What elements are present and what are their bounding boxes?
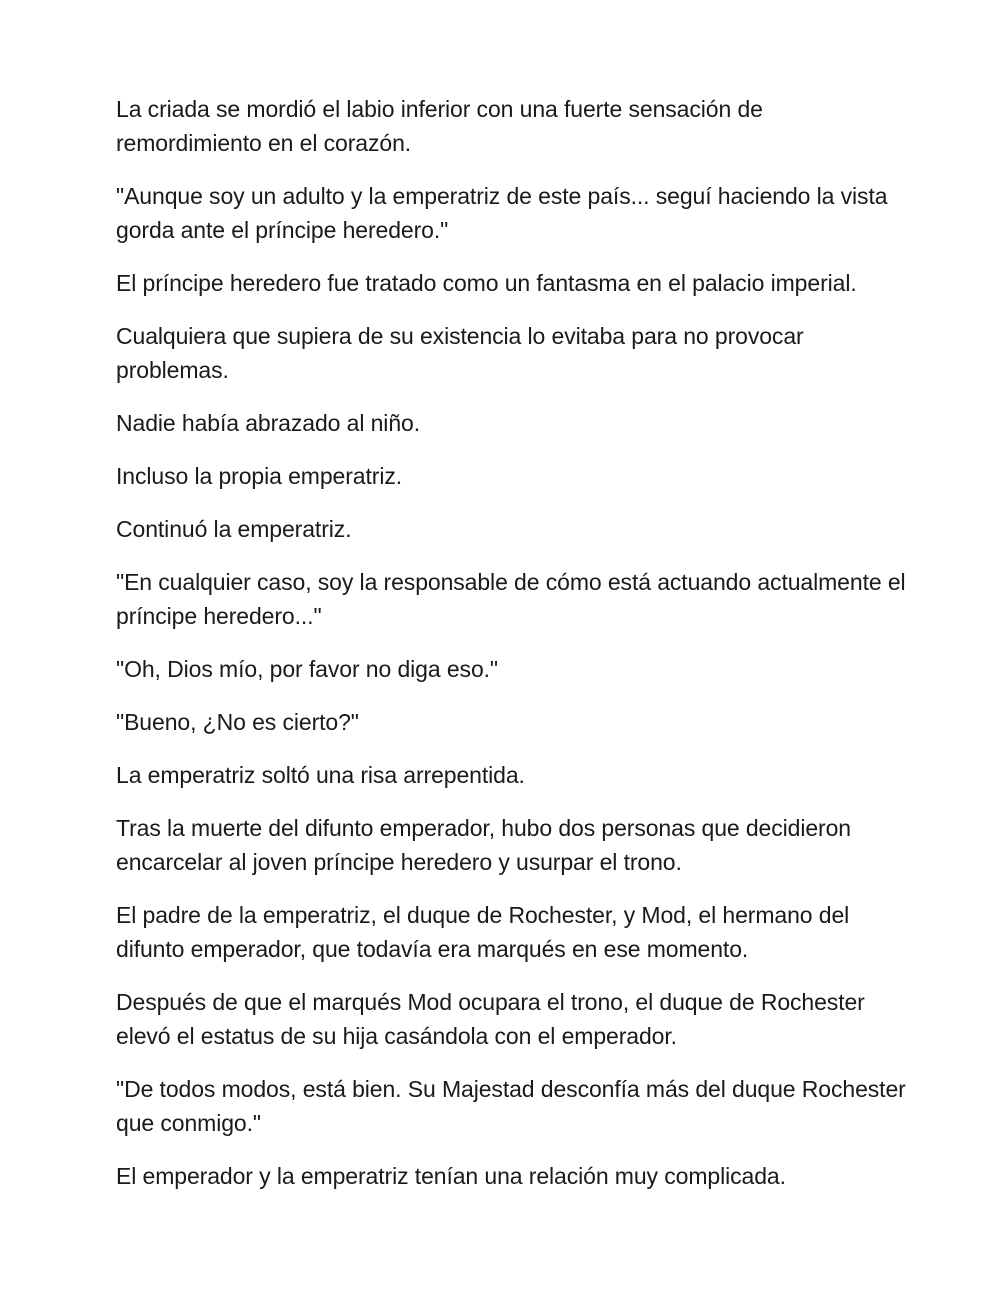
paragraph: El príncipe heredero fue tratado como un fantasma en el palacio imperial. <box>116 270 857 296</box>
paragraph: "Oh, Dios mío, por favor no diga eso." <box>116 656 498 682</box>
paragraph: "De todos modos, está bien. Su Majestad desconfía más del duque Rochester que conmigo." <box>116 1076 906 1136</box>
paragraph: Incluso la propia emperatriz. <box>116 463 403 489</box>
paragraph: La criada se mordió el labio inferior con una fuerte sensación de remordimiento en el corazón. <box>116 96 763 156</box>
paragraph: Nadie había abrazado al niño. <box>116 410 420 436</box>
paragraph: El emperador y la emperatriz tenían una relación muy complicada. <box>116 1163 786 1189</box>
paragraph: Cualquiera que supiera de su existencia lo evitaba para no provocar problemas. <box>116 323 804 383</box>
paragraph: "Bueno, ¿No es cierto?" <box>116 709 359 735</box>
paragraph: Después de que el marqués Mod ocupara el trono, el duque de Rochester elevó el estatus de su hija casándola con el emperador. <box>116 989 865 1049</box>
paragraph: El padre de la emperatriz, el duque de Rochester, y Mod, el hermano del difunto emperador, que todavía era marqués en ese momento. <box>116 902 850 962</box>
paragraph: "En cualquier caso, soy la responsable de cómo está actuando actualmente el príncipe heredero..." <box>116 569 906 629</box>
paragraph: "Aunque soy un adulto y la emperatriz de este país... seguí haciendo la vista gorda ante el príncipe heredero." <box>116 183 888 243</box>
paragraph: La emperatriz soltó una risa arrepentida. <box>116 762 525 788</box>
paragraph: Tras la muerte del difunto emperador, hubo dos personas que decidieron encarcelar al joven príncipe heredero y usurpar el trono. <box>116 815 851 875</box>
document-body <box>116 92 906 1212</box>
paragraph: Continuó la emperatriz. <box>116 516 352 542</box>
